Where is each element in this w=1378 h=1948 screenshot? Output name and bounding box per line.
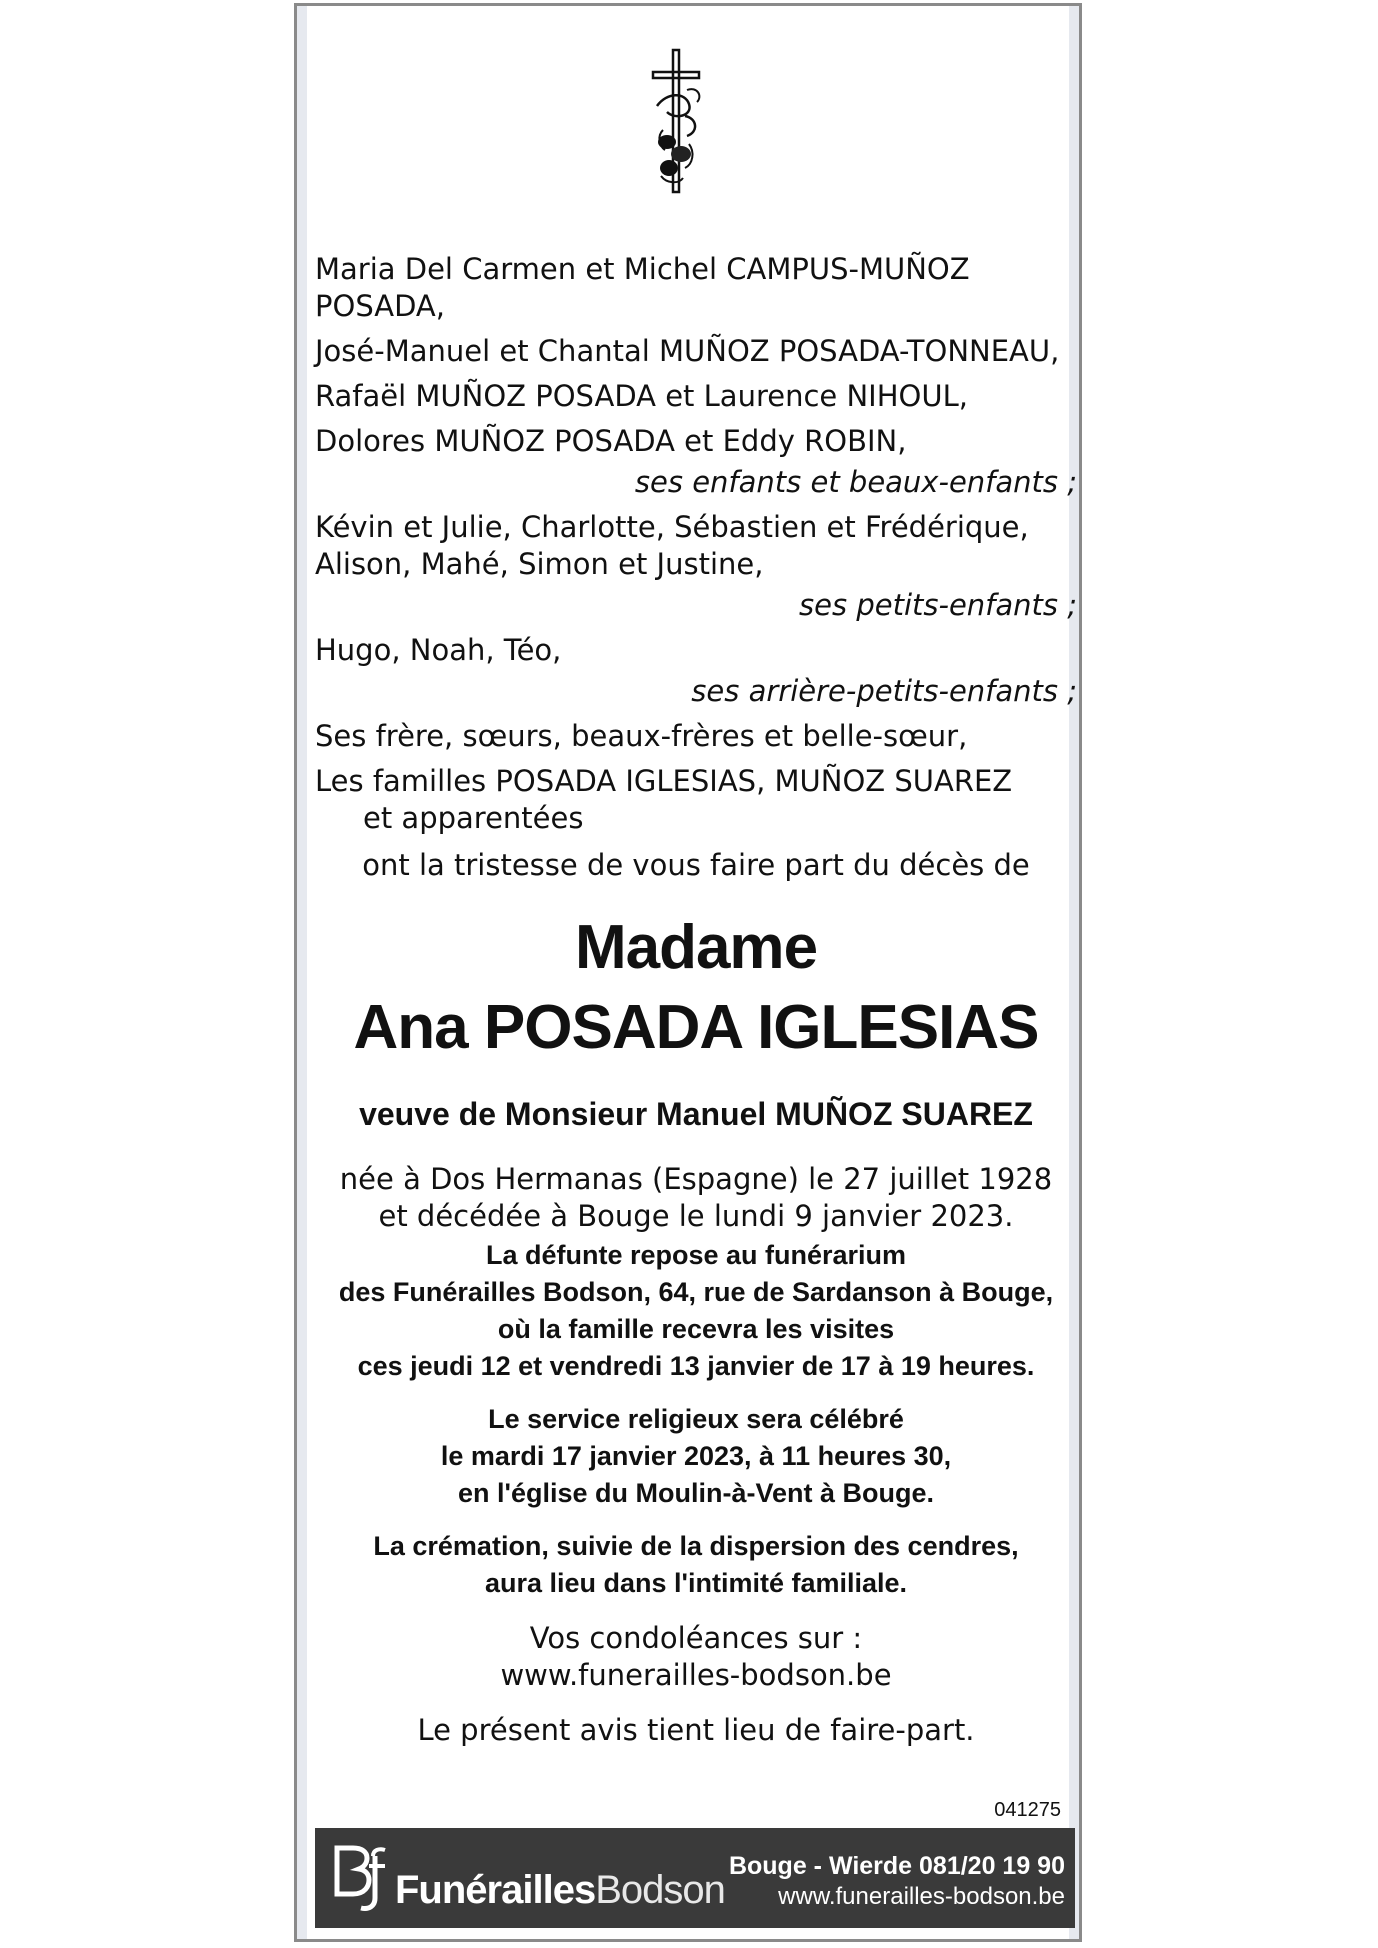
child-line: Rafaël MUÑOZ POSADA et Laurence NIHOUL,: [315, 379, 968, 413]
service-line: Le service religieux sera célébré: [488, 1404, 904, 1434]
obituary-body: [315, 251, 1077, 1749]
honorific: Madame: [574, 913, 818, 982]
great-grandchildren-role: ses arrière-petits-enfants ;: [691, 674, 1077, 708]
obituary-notice: [294, 3, 1082, 1942]
deceased-title: [315, 908, 1077, 1068]
cross-with-roses-icon: [627, 46, 727, 196]
widow-of-line: veuve de Monsieur Manuel MUÑOZ SUAREZ: [359, 1096, 1033, 1132]
grandchild-line: Alison, Mahé, Simon et Justine,: [315, 547, 764, 581]
grandchildren-role: ses petits-enfants ;: [799, 588, 1077, 622]
related-line: et apparentées: [363, 801, 584, 835]
grandchild-line: Kévin et Julie, Charlotte, Sébastien et Frédérique,: [315, 510, 1029, 544]
notice-statement: Le présent avis tient lieu de faire-part.: [417, 1713, 975, 1747]
bodson-logo-icon: [331, 1842, 391, 1914]
reference-number: 041275: [994, 1799, 1061, 1821]
visitation-line: des Funérailles Bodson, 64, rue de Sardanson à Bouge,: [338, 1277, 1054, 1307]
service-line: le mardi 17 janvier 2023, à 11 heures 30,: [440, 1441, 952, 1471]
cremation-line: La crémation, suivie de la dispersion des cendres,: [373, 1531, 1019, 1561]
visitation-block: [315, 1237, 1077, 1385]
child-line: Dolores MUÑOZ POSADA et Eddy ROBIN,: [315, 424, 907, 458]
brand-part1: Funérailles: [395, 1868, 596, 1912]
funeral-home-footer: [315, 1828, 1075, 1928]
contact-info: [729, 1850, 1065, 1912]
cremation-block: [315, 1528, 1077, 1602]
condolences-url[interactable]: www.funerailles-bodson.be: [500, 1658, 892, 1692]
siblings-line: Ses frère, sœurs, beaux-frères et belle-sœur,: [315, 719, 968, 753]
child-line: José-Manuel et Chantal MUÑOZ POSADA-TONNEAU,: [315, 334, 1060, 368]
footer-website[interactable]: www.funerailles-bodson.be: [778, 1883, 1065, 1910]
service-line: en l'église du Moulin-à-Vent à Bouge.: [458, 1478, 934, 1508]
deceased-name: Ana POSADA IGLESIAS: [353, 993, 1039, 1062]
condolences-label: Vos condoléances sur :: [529, 1621, 863, 1655]
child-line: Maria Del Carmen et Michel CAMPUS-MUÑOZ: [315, 252, 970, 286]
visitation-line: La défunte repose au funérarium: [485, 1240, 907, 1270]
great-grandchildren-line: Hugo, Noah, Téo,: [315, 633, 562, 667]
brand-part2: Bodson: [595, 1868, 725, 1912]
service-block: [315, 1401, 1077, 1512]
children-role: ses enfants et beaux-enfants ;: [634, 465, 1077, 499]
death-line: et décédée à Bouge le lundi 9 janvier 2023.: [378, 1199, 1014, 1233]
cremation-line: aura lieu dans l'intimité familiale.: [484, 1568, 908, 1598]
intro-line: ont la tristesse de vous faire part du décès de: [362, 848, 1030, 882]
locations-phone: Bouge - Wierde 081/20 19 90: [728, 1852, 1065, 1880]
visitation-line: ces jeudi 12 et vendredi 13 janvier de 17 à 19 heures.: [357, 1351, 1035, 1381]
visitation-line: où la famille recevra les visites: [497, 1314, 895, 1344]
birth-line: née à Dos Hermanas (Espagne) le 27 juillet 1928: [339, 1162, 1053, 1196]
families-line: Les familles POSADA IGLESIAS, MUÑOZ SUAREZ: [315, 764, 1013, 798]
child-line: POSADA,: [315, 289, 445, 323]
brand-name: [395, 1868, 725, 1913]
